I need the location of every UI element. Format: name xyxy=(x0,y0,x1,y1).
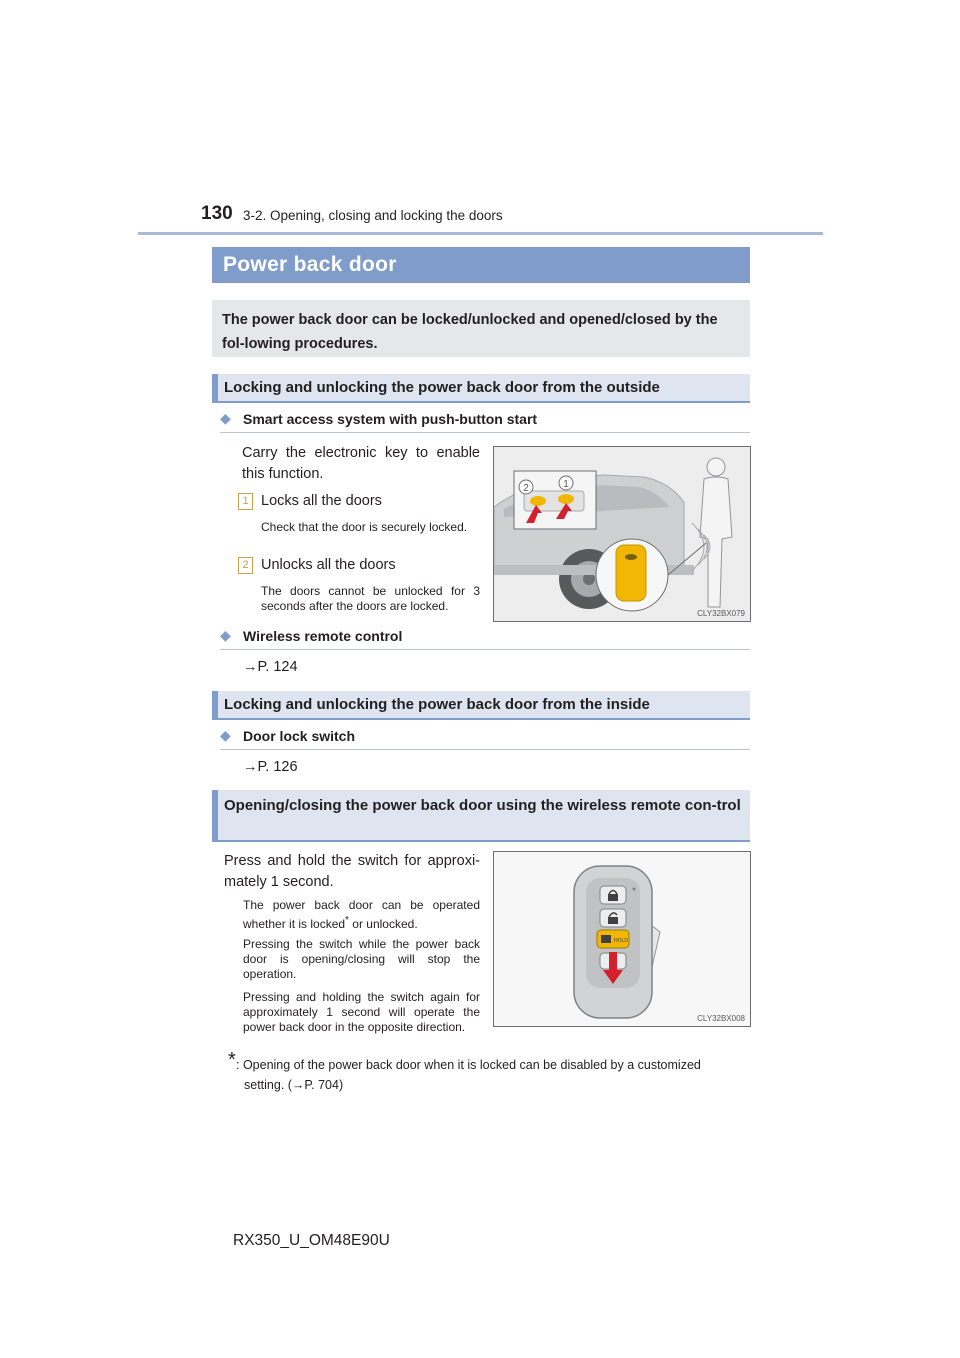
header-rule xyxy=(138,232,823,235)
document-code-footer: RX350_U_OM48E90U xyxy=(233,1232,390,1249)
intro-box xyxy=(212,300,750,357)
page-title: Power back door xyxy=(223,253,397,276)
subheading-wireless-remote xyxy=(220,627,750,650)
note-stop-operation: Pressing the switch while the power back door is opening/closing will stop the operation. xyxy=(243,937,480,981)
press-hold-text: Press and hold the switch for approxi-mately 1 second. xyxy=(224,853,480,890)
page-reference-124[interactable]: →P. 124 xyxy=(243,659,298,675)
section-heading-inside xyxy=(212,691,750,720)
footnote-marker: * xyxy=(345,915,349,926)
note-opposite-direction: Pressing and holding the switch again for approximately 1 second will operate the power back door in the opposite direction. xyxy=(243,990,480,1034)
car-rear-drawing xyxy=(494,447,750,621)
subheading-text: Door lock switch xyxy=(243,728,356,744)
subheading-text: Wireless remote control xyxy=(243,628,403,644)
note-text: The power back door can be operated whether it is locked xyxy=(243,898,480,931)
page-reference-126[interactable]: →P. 126 xyxy=(243,759,298,775)
subheading-text: Smart access system with push-button start xyxy=(243,411,538,427)
footnote-asterisk: * xyxy=(228,1049,236,1071)
carry-key-text: Carry the electronic key to enable this function. xyxy=(242,445,480,482)
footnote-text: : Opening of the power back door when it is locked can be disabled by a customized xyxy=(236,1058,701,1072)
figure-code: CLY32BX079 xyxy=(697,609,745,618)
section-heading-text: Locking and unlocking the power back door from the inside xyxy=(224,696,650,713)
back-door-illustration xyxy=(493,446,751,622)
key-fob-drawing xyxy=(494,852,750,1026)
subheading-door-lock-switch xyxy=(220,727,750,750)
item-locks-note: Check that the door is securely locked. xyxy=(261,520,468,534)
diamond-icon: ◆ xyxy=(220,627,231,643)
svg-text:2: 2 xyxy=(523,483,529,494)
footnote-reference[interactable]: setting. (→P. 704) xyxy=(244,1078,344,1092)
diamond-icon: ◆ xyxy=(220,410,231,426)
callout-number-2: 2 xyxy=(238,557,253,574)
note-text: or unlocked. xyxy=(348,917,418,931)
hold-label: HOLD xyxy=(614,938,628,944)
note-locked-or-unlocked xyxy=(243,898,480,932)
intro-text: The power back door can be locked/unlocked and opened/closed by the fol-lowing procedures. xyxy=(222,312,718,352)
callout-number-1: 1 xyxy=(238,493,253,510)
figure-code: CLY32BX008 xyxy=(697,1014,745,1023)
section-reference: 3-2. Opening, closing and locking the doors xyxy=(243,208,503,223)
section-heading-remote-open xyxy=(212,790,750,842)
item-locks-label: Locks all the doors xyxy=(261,493,382,509)
svg-text:1: 1 xyxy=(563,479,569,490)
item-unlocks-note: The doors cannot be unlocked for 3 seconds after the doors are locked. xyxy=(261,584,480,613)
section-heading-text: Locking and unlocking the power back door from the outside xyxy=(224,379,660,396)
page-number: 130 xyxy=(201,203,233,224)
subheading-smart-access xyxy=(220,410,750,433)
page-title-bar xyxy=(212,247,750,283)
section-heading-text: Opening/closing the power back door using the wireless remote con-trol xyxy=(224,797,741,814)
diamond-icon: ◆ xyxy=(220,727,231,743)
key-fob-illustration xyxy=(493,851,751,1027)
item-unlocks-label: Unlocks all the doors xyxy=(261,557,396,573)
section-heading-outside xyxy=(212,374,750,403)
